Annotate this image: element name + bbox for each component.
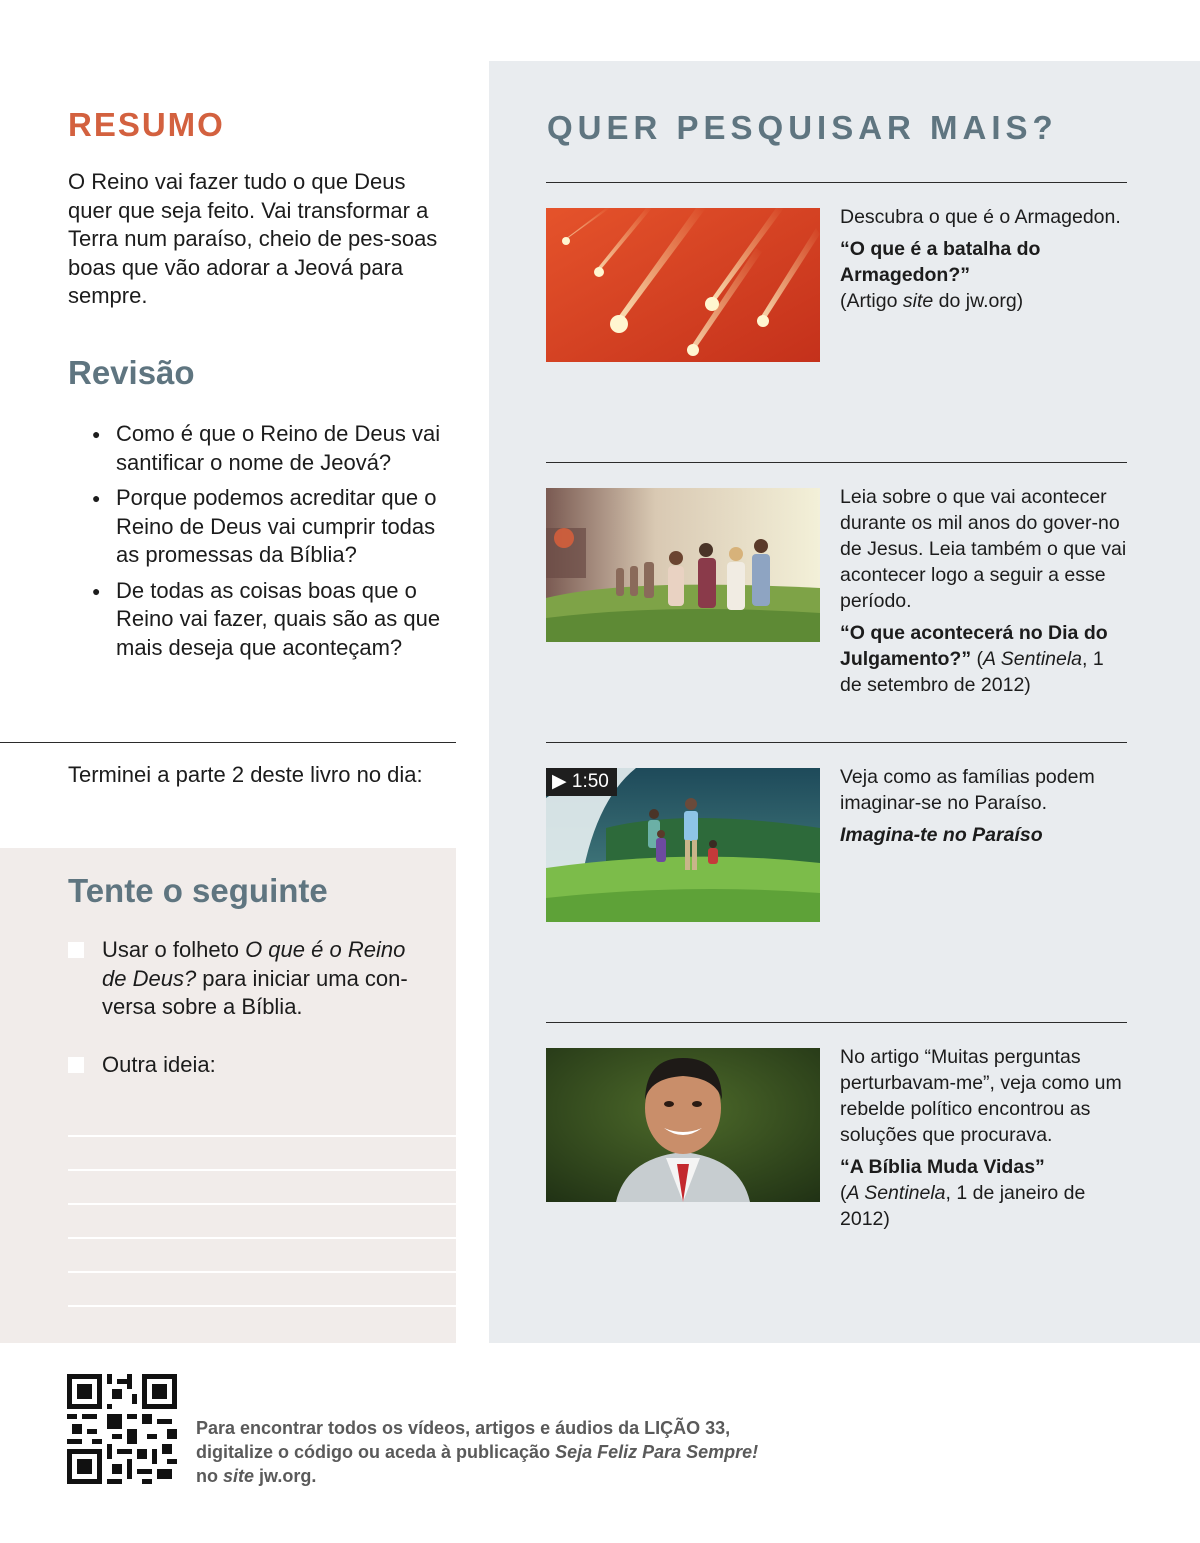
section-info [840, 204, 1130, 314]
tente-item-text: para iniciar uma con-versa sobre a Bíblia. [102, 965, 408, 1019]
meteors-image[interactable] [546, 208, 820, 362]
footer-line: Para encontrar todos os vídeos, artigos e áudios da LIÇÃO 33, [196, 1418, 731, 1438]
article-source: (Artigo site do jw.org) [840, 290, 1024, 312]
right-panel [489, 61, 1200, 1343]
section-description: Veja como as famílias podem imaginar-se no Paraíso. [840, 766, 1095, 814]
man-portrait-image[interactable] [546, 1048, 820, 1202]
section-description: Descubra o que é o Armagedon. [840, 206, 1121, 228]
resumo-title: RESUMO [68, 106, 225, 143]
research-section-biblia-muda-vidas [546, 1022, 1127, 1282]
divider [546, 182, 1127, 183]
divider [546, 1022, 1127, 1023]
qr-code-icon[interactable] [67, 1374, 177, 1484]
research-section-julgamento [546, 462, 1127, 722]
research-section-armagedon [546, 182, 1127, 442]
footer-text [196, 1416, 816, 1488]
footer-line: digitalize o código ou aceda à publicação Seja Feliz Para Sempre! [196, 1442, 759, 1462]
tente-panel [0, 848, 456, 1343]
list-item: ● De todas as coisas boas que o Reino vai fazer, quais são as que mais deseja que aconteçam? [90, 577, 450, 663]
section-description: No artigo “Muitas perguntas perturbavam-me”, veja como um rebelde político encontrou as soluções que procurava. [840, 1046, 1122, 1146]
tente-item-italic: O que é o Reino de Deus? [102, 937, 406, 991]
writing-lines[interactable] [68, 1103, 456, 1307]
list-item: ● Porque podemos acreditar que o Reino de Deus vai cumprir todas as promessas da Bíblia? [90, 484, 450, 570]
section-info [840, 764, 1130, 848]
paradise-crowd-image[interactable] [546, 488, 820, 642]
checkbox[interactable] [68, 942, 84, 958]
checkbox[interactable] [68, 1057, 84, 1073]
terminei-text: Terminei a parte 2 deste livro no dia: [68, 762, 423, 787]
divider [0, 742, 456, 743]
tente-item-folheto[interactable] [68, 936, 428, 1022]
list-item: ● Como é que o Reino de Deus vai santificar o nome de Jeová? [90, 420, 450, 477]
revisao-title: Revisão [68, 354, 195, 391]
article-reference: “O que acontecerá no Dia do Julgamento?” (A Sentinela, 1 de setembro de 2012) [840, 622, 1108, 696]
tente-item-text: Outra ideia: [102, 1052, 216, 1077]
tente-title: Tente o seguinte [68, 872, 328, 909]
resumo-text: O Reino vai fazer tudo o que Deus quer que seja feito. Vai transformar a Terra num paraíso, cheio de pes-soas boas que vão adorar a Jeová para sempre. [68, 169, 438, 308]
pesquisar-title: QUER PESQUISAR MAIS? [547, 109, 1058, 146]
divider [546, 742, 1127, 743]
divider [546, 462, 1127, 463]
revisao-list [90, 420, 450, 669]
footer-line: no site jw.org. [196, 1466, 317, 1486]
article-link[interactable]: “A Bíblia Muda Vidas” [840, 1156, 1045, 1178]
article-source: (A Sentinela, 1 de janeiro de 2012) [840, 1182, 1086, 1230]
tente-item-text: Usar o folheto [102, 937, 246, 962]
section-info [840, 484, 1130, 698]
video-thumbnail[interactable] [546, 768, 820, 922]
video-link[interactable]: Imagina-te no Paraíso [840, 824, 1043, 846]
section-info [840, 1044, 1130, 1232]
article-link[interactable]: “O que é a batalha do Armagedon?” [840, 238, 1041, 286]
section-description: Leia sobre o que vai acontecer durante os mil anos do gover-no de Jesus. Leia também o que vai acontecer logo a seguir a esse período. [840, 486, 1127, 612]
tente-item-outra[interactable] [68, 1051, 428, 1080]
video-duration-badge[interactable]: ▶ 1:50 [546, 768, 617, 796]
article-link[interactable]: “O que acontecerá no Dia do Julgamento?” [840, 622, 1108, 670]
research-section-video [546, 742, 1127, 1002]
